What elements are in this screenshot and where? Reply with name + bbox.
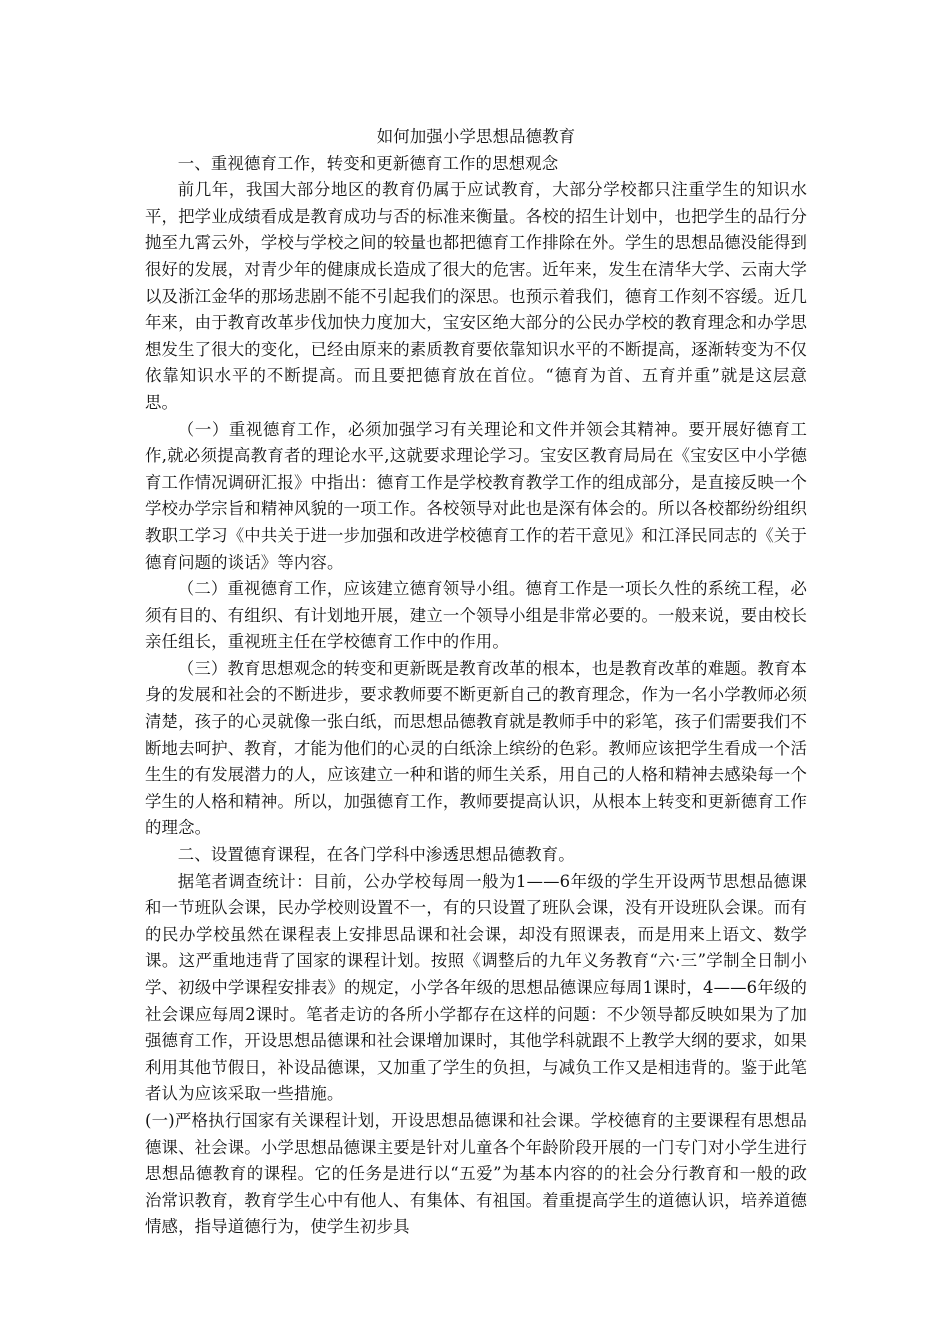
paragraph: （三）教育思想观念的转变和更新既是教育改革的根本，也是教育改革的难题。教育本身的发展和社会的不断进步，要求教师要不断更新自己的教育理念，作为一名小学教师必须清楚，孩子的心灵就像一张白纸，而思想品德教育就是教师手中的彩笔，孩子们需要我们不断地去呵护、教育，才能为他们的心灵的白纸涂上缤纷的色彩。教师应该把学生看成一个活生生的有发展潜力的人，应该建立一种和谐的师生关系，用自己的人格和精神去感染每一个学生的人格和精神。所以，加强德育工作，教师要提高认识，从根本上转变和更新德育工作的理念。 <box>145 658 807 838</box>
document-page <box>145 124 807 1241</box>
paragraph: （二）重视德育工作，应该建立德育领导小组。德育工作是一项长久性的系统工程，必须有目的、有组织、有计划地开展，建立一个领导小组是非常必要的。一般来说，要由校长亲任组长，重视班主任在学校德育工作中的作用。 <box>145 579 807 652</box>
section-heading-2: 二、设置德育课程，在各门学科中渗透思想品德教育。 <box>177 845 575 865</box>
document-title: 如何加强小学思想品德教育 <box>376 127 576 146</box>
section-heading-1: 一、重视德育工作，转变和更新德育工作的思想观念 <box>177 153 559 173</box>
paragraph: 据笔者调查统计：目前，公办学校每周一般为1——6年级的学生开设两节思想品德课和一节班队会课，民办学校则设置不一，有的只设置了班队会课，没有开设班队会课。而有的民办学校虽然在课程表上安排思品课和社会课，却没有照课表，而是用来上语文、数学课。这严重地违背了国家的课程计划。按照《调整后的九年义务教育“六·三”学制全日制小学、初级中学课程安排表》的规定，小学各年级的思想品德课应每周1课时，4——6年级的社会课应每周2课时。笔者走访的各所小学都存在这样的问题：不少领导都反映如果为了加强德育工作，开设思想品德课和社会课增加课时，其他学科就跟不上教学大纲的要求，如果利用其他节假日，补设品德课，又加重了学生的负担，与减负工作又是相违背的。鉴于此笔者认为应该采取一些措施。 <box>145 871 807 1104</box>
paragraph: （一）重视德育工作，必须加强学习有关理论和文件并领会其精神。要开展好德育工作,就必须提高教育者的理论水平,这就要求理论学习。宝安区教育局局在《宝安区中小学德育工作情况调研汇报》中指出：德育工作是学校教育教学工作的组成部分，是直接反映一个学校办学宗旨和精神风貌的一项工作。各校领导对此也是深有体会的。所以各校都纷纷组织教职工学习《中共关于进一步加强和改进学校德育工作的若干意见》和江泽民同志的《关于德育问题的谈话》等内容。 <box>145 419 807 572</box>
paragraph: 前几年，我国大部分地区的教育仍属于应试教育，大部分学校都只注重学生的知识水平，把学业成绩看成是教育成功与否的标准来衡量。各校的招生计划中，也把学生的品行分抛至九霄云外，学校与学校之间的较量也都把德育工作排除在外。学生的思想品德没能得到很好的发展，对青少年的健康成长造成了很大的危害。近年来，发生在清华大学、云南大学以及浙江金华的那场悲剧不能不引起我们的深思。也预示着我们，德育工作刻不容缓。近几年来，由于教育改革步伐加快力度加大，宝安区绝大部分的公民办学校的教育理念和办学思想发生了很大的变化，已经由原来的素质教育要依靠知识水平的不断提高，逐渐转变为不仅依靠知识水平的不断提高。而且要把德育放在首位。“德育为首、五育并重”就是这层意思。 <box>145 180 807 412</box>
paragraph: (一)严格执行国家有关课程计划，开设思想品德课和社会课。学校德育的主要课程有思想品德课、社会课。小学思想品德课主要是针对儿童各个年龄阶段开展的一门专门对小学生进行思想品德教育的课程。它的任务是进行以“五爱”为基本内容的的社会分行教育和一般的政治常识教育，教育学生心中有他人、有集体、有祖国。着重提高学生的道德认识，培养道德情感，指导道德行为，使学生初步具 <box>145 1110 807 1237</box>
